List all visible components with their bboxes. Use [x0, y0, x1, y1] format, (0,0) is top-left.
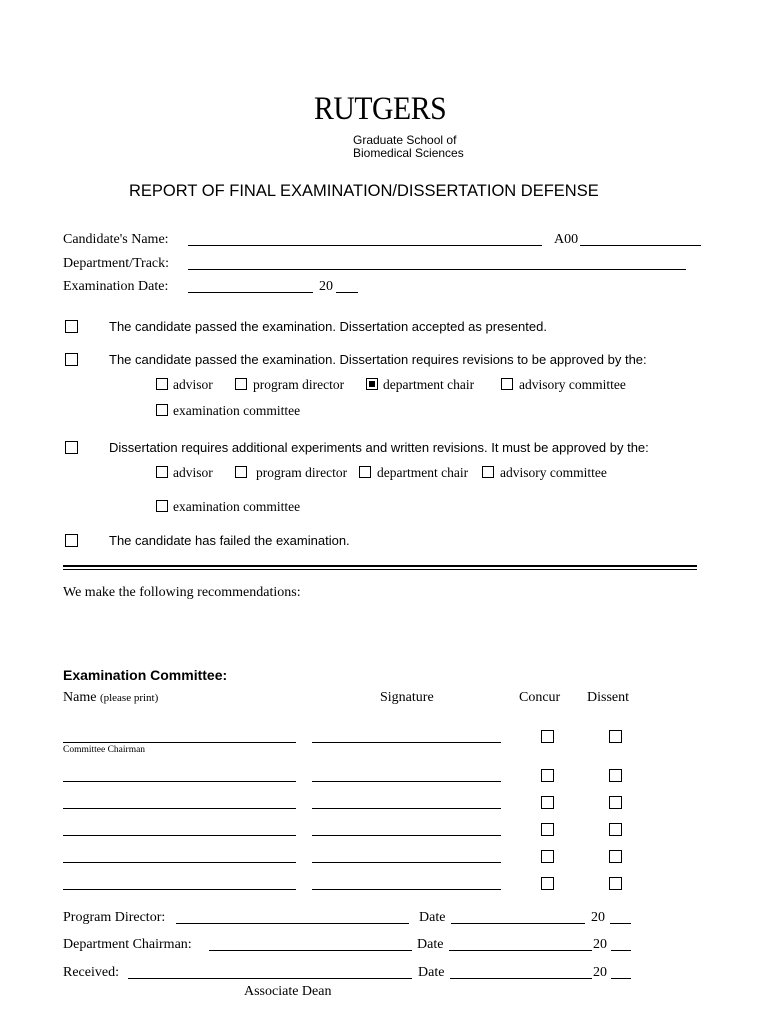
o3-advisory-committee-checkbox[interactable]: [482, 466, 494, 478]
committee-signature-field[interactable]: [312, 781, 501, 782]
received-date-field[interactable]: [450, 978, 592, 979]
committee-dissent-checkbox[interactable]: [609, 769, 622, 782]
department-chairman-year-prefix: 20: [593, 937, 607, 952]
department-track-label: Department/Track:: [63, 256, 170, 271]
department-chairman-date-label: Date: [417, 937, 444, 952]
committee-concur-checkbox[interactable]: [541, 850, 554, 863]
o2-advisor-checkbox[interactable]: [156, 378, 168, 390]
committee-name-field[interactable]: [63, 781, 296, 782]
committee-signature-field[interactable]: [312, 742, 501, 743]
committee-name-field[interactable]: [63, 742, 296, 743]
candidate-id-field[interactable]: [580, 245, 701, 246]
committee-concur-checkbox[interactable]: [541, 877, 554, 890]
outcome-passed-revisions-label: The candidate passed the examination. Dissertation requires revisions to be approved by the:: [109, 352, 647, 367]
examination-date-label: Examination Date:: [63, 279, 169, 294]
o2-examination-committee-checkbox[interactable]: [156, 404, 168, 416]
examination-date-field[interactable]: [188, 292, 313, 293]
o3-examination-committee-label: examination committee: [173, 499, 301, 514]
program-director-date-label: Date: [419, 910, 446, 925]
candidate-id-label: A00: [554, 232, 579, 247]
rutgers-logo: RUTGERS: [314, 91, 447, 127]
committee-dissent-checkbox[interactable]: [609, 730, 622, 743]
committee-signature-field[interactable]: [312, 889, 501, 890]
name-column-header: [63, 690, 158, 706]
outcome-passed-revisions-checkbox[interactable]: [65, 353, 78, 366]
program-director-date-field[interactable]: [451, 923, 585, 924]
o3-advisor-label: advisor: [173, 465, 213, 480]
o2-department-chair-checkbox[interactable]: [366, 378, 378, 390]
committee-signature-field[interactable]: [312, 835, 501, 836]
received-signature-field[interactable]: [128, 978, 412, 979]
department-chairman-label: Department Chairman:: [63, 937, 192, 952]
o3-advisory-committee-label: advisory committee: [500, 465, 607, 480]
committee-concur-checkbox[interactable]: [541, 823, 554, 836]
committee-name-field[interactable]: [63, 808, 296, 809]
dissent-column-header: Dissent: [587, 690, 629, 705]
department-chairman-date-field[interactable]: [449, 950, 592, 951]
committee-name-field[interactable]: [63, 835, 296, 836]
outcome-passed-accepted-label: The candidate passed the examination. Dissertation accepted as presented.: [109, 319, 547, 334]
received-date-label: Date: [418, 965, 445, 980]
committee-name-field[interactable]: [63, 889, 296, 890]
section-divider-bottom: [63, 569, 697, 570]
examination-year-prefix: 20: [319, 279, 333, 294]
section-divider-top: [63, 565, 697, 567]
committee-signature-field[interactable]: [312, 808, 501, 809]
committee-concur-checkbox[interactable]: [541, 769, 554, 782]
program-director-year-prefix: 20: [591, 910, 605, 925]
o3-program-director-checkbox[interactable]: [235, 466, 247, 478]
o2-advisory-committee-label: advisory committee: [519, 377, 626, 392]
candidate-name-label: Candidate's Name:: [63, 232, 169, 247]
department-chairman-signature-field[interactable]: [209, 950, 412, 951]
outcome-failed-checkbox[interactable]: [65, 534, 78, 547]
received-year-prefix: 20: [593, 965, 607, 980]
o3-department-chair-checkbox[interactable]: [359, 466, 371, 478]
outcome-failed-label: The candidate has failed the examination.: [109, 533, 350, 548]
committee-name-field[interactable]: [63, 862, 296, 863]
signature-column-header: Signature: [380, 690, 434, 705]
o2-advisor-label: advisor: [173, 377, 213, 392]
committee-signature-field[interactable]: [312, 862, 501, 863]
o2-examination-committee-label: examination committee: [173, 403, 301, 418]
examination-year-field[interactable]: [336, 292, 358, 293]
candidate-name-field[interactable]: [188, 245, 542, 246]
program-director-year-field[interactable]: [610, 923, 631, 924]
program-director-signature-field[interactable]: [176, 923, 409, 924]
committee-dissent-checkbox[interactable]: [609, 877, 622, 890]
committee-dissent-checkbox[interactable]: [609, 796, 622, 809]
committee-dissent-checkbox[interactable]: [609, 823, 622, 836]
concur-column-header: Concur: [519, 690, 561, 705]
department-track-field[interactable]: [188, 269, 686, 270]
committee-heading: Examination Committee:: [63, 667, 228, 683]
committee-chairman-label: Committee Chairman: [63, 745, 146, 755]
program-director-label: Program Director:: [63, 910, 166, 925]
logo-subtitle-2: Biomedical Sciences: [353, 146, 464, 160]
outcome-additional-experiments-checkbox[interactable]: [65, 441, 78, 454]
department-chairman-year-field[interactable]: [611, 950, 631, 951]
o3-program-director-label: program director: [256, 465, 348, 480]
recommendations-label: We make the following recommendations:: [63, 585, 301, 600]
form-title: REPORT OF FINAL EXAMINATION/DISSERTATION DEFENSE: [129, 182, 599, 200]
committee-dissent-checkbox[interactable]: [609, 850, 622, 863]
o3-examination-committee-checkbox[interactable]: [156, 500, 168, 512]
outcome-passed-accepted-checkbox[interactable]: [65, 320, 78, 333]
associate-dean-label: Associate Dean: [244, 984, 332, 999]
o3-department-chair-label: department chair: [377, 465, 469, 480]
logo-subtitle-1: Graduate School of: [353, 133, 457, 147]
received-label: Received:: [63, 965, 119, 980]
committee-concur-checkbox[interactable]: [541, 796, 554, 809]
o3-advisor-checkbox[interactable]: [156, 466, 168, 478]
name-column-label: Name: [63, 690, 97, 705]
committee-concur-checkbox[interactable]: [541, 730, 554, 743]
o2-department-chair-label: department chair: [383, 377, 475, 392]
o2-advisory-committee-checkbox[interactable]: [501, 378, 513, 390]
received-year-field[interactable]: [611, 978, 631, 979]
outcome-additional-experiments-label: Dissertation requires additional experiments and written revisions. It must be approved by the:: [109, 440, 649, 455]
name-column-hint: (please print): [99, 692, 159, 704]
o2-program-director-label: program director: [253, 377, 345, 392]
o2-program-director-checkbox[interactable]: [235, 378, 247, 390]
